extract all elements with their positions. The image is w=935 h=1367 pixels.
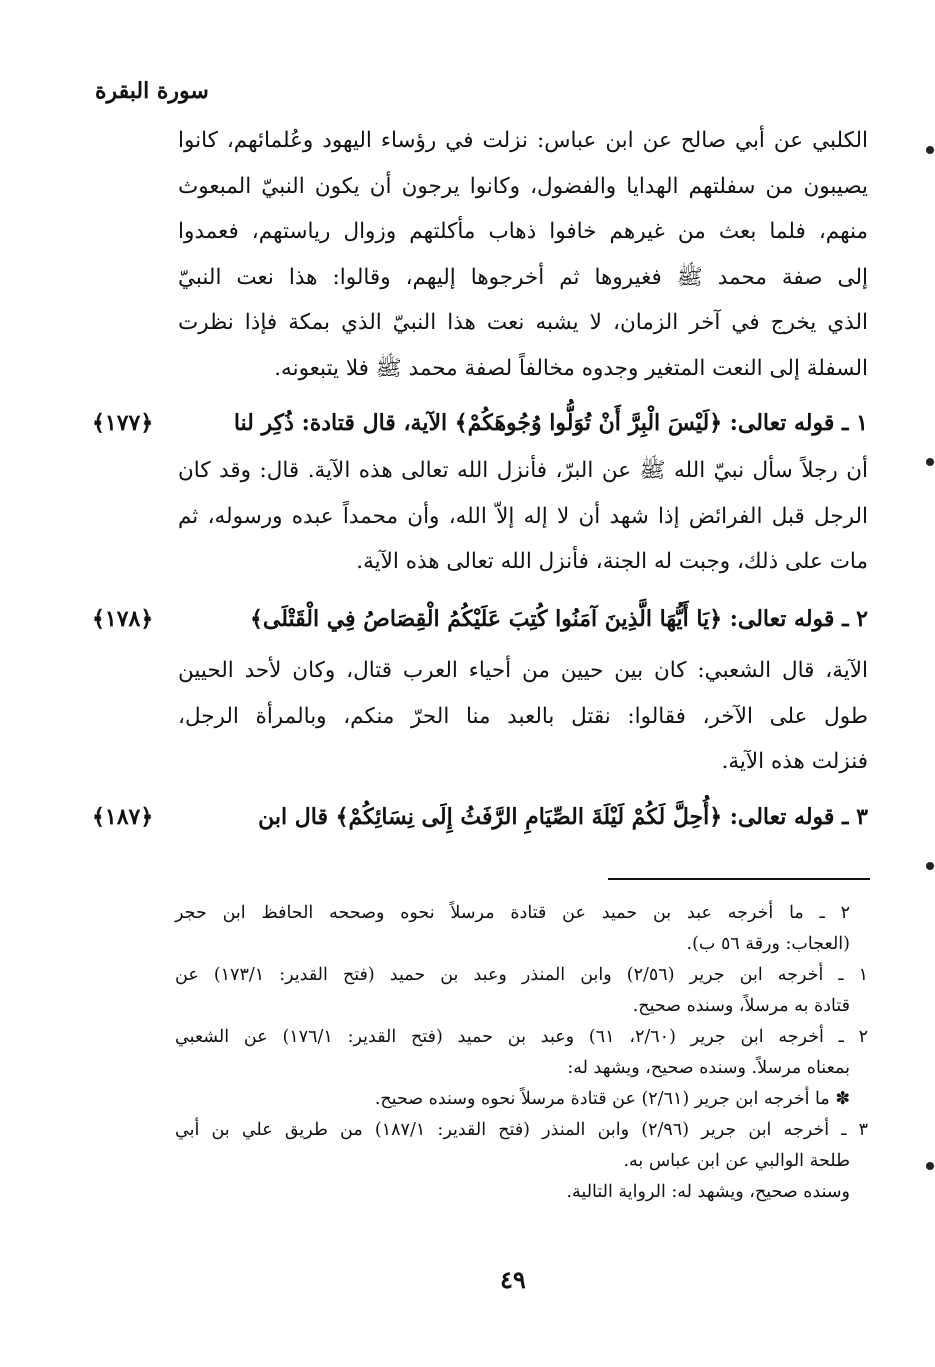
margin-mark [926, 862, 934, 870]
footnotes [175, 898, 868, 1208]
footnote-line: طلحة الوالبي عن ابن عباس به. [623, 1151, 850, 1171]
footnote-line: ✽ ما أخرجه ابن جرير (٢/٦١) عن قتادة مرسلاً نحوه وسنده صحيح. [374, 1089, 850, 1109]
text-line: يصيبون من سفلتهم الهدايا والفضول، وكانوا يرجون أن يكون النبيّ المبعوث [178, 173, 868, 199]
footnote-line: (العجاب: ورقة ٥٦ ب). [686, 934, 850, 954]
section-heading-1 [92, 410, 868, 436]
text-line: طول على الآخر، فقالوا: نقتل بالعبد منا الحرّ منكم، وبالمرأة الرجل، [178, 703, 868, 729]
heading-text: ٣ ـ قوله تعالى: ﴿أُحِلَّ لَكُمْ لَيْلَةَ الصِّيَامِ الرَّفَثُ إِلَى نِسَائِكُمْ﴾ قال ابن [258, 804, 868, 830]
footnote-line: ١ ـ أخرجه ابن جرير (٢/٥٦) وابن المنذر وعبد بن حميد (فتح القدير: ١٧٣/١) عن [175, 965, 868, 985]
page-number: ٤٩ [500, 1265, 526, 1294]
text-line: إلى صفة محمد ﷺ فغيروها ثم أخرجوها إليهم، وقالوا: هذا نعت النبيّ [178, 264, 868, 290]
margin-mark [926, 1162, 934, 1170]
running-header: سورة البقرة [95, 78, 209, 104]
footnote-line: قتادة به مرسلاً، وسنده صحيح. [632, 996, 850, 1016]
section-heading-3 [92, 804, 868, 830]
section-body-2 [178, 648, 868, 785]
verse-reference: ﴿١٨٧﴾ [92, 804, 154, 830]
footnote-line: ٣ ـ أخرجه ابن جرير (٢/٩٦) وابن المنذر (فتح القدير: ١٨٧/١) من طريق علي بن أبي [175, 1120, 868, 1140]
text-line: منهم، فلما بعث من غيرهم خافوا ذهاب مأكلتهم وزوال رياستهم، فعمدوا [178, 219, 868, 244]
section-body-1 [178, 448, 868, 585]
text-line: السفلة إلى النعت المتغير وجدوه مخالفاً لصفة محمد ﷺ فلا يتبعونه. [274, 355, 868, 381]
heading-text: ٢ ـ قوله تعالى: ﴿يَا أَيُّهَا الَّذِينَ آمَنُوا كُتِبَ عَلَيْكُمُ الْقِصَاصُ فِي الْقَتْلَى﴾ [249, 606, 868, 632]
text-line: مات على ذلك، وجبت له الجنة، فأنزل الله تعالى هذه الآية. [356, 549, 868, 574]
text-line: الآية، قال الشعبي: كان بين حيين من أحياء العرب قتال، وكان لأحد الحيين [178, 658, 868, 683]
footnote-line: ٢ ـ أخرجه ابن جرير (٢/٦٠، ٦١) وعبد بن حميد (فتح القدير: ١٧٦/١) عن الشعبي [175, 1027, 868, 1047]
margin-mark [926, 458, 934, 466]
section-heading-2 [92, 606, 868, 632]
text-line: الكلبي عن أبي صالح عن ابن عباس: نزلت في رؤساء اليهود وعُلمائهم، كانوا [178, 128, 868, 153]
text-line: أن رجلاً سأل نبيّ الله ﷺ عن البرّ، فأنزل الله تعالى هذه الآية. قال: وقد كان [178, 458, 868, 483]
footnote-line: بمعناه مرسلاً. وسنده صحيح، ويشهد له: [567, 1058, 850, 1078]
text-line: الرجل قبل الفرائض إذا شهد أن لا إله إلاّ الله، وأن محمداً عبده ورسوله، ثم [178, 503, 868, 529]
text-line: فنزلت هذه الآية. [721, 749, 868, 774]
footnote-divider [608, 878, 870, 880]
footnote-line: وسنده صحيح، ويشهد له: الرواية التالية. [566, 1182, 850, 1202]
text-line: الذي يخرج في آخر الزمان، لا يشبه نعت هذا النبيّ الذي بمكة فإذا نظرت [178, 310, 868, 335]
margin-mark [926, 146, 934, 154]
verse-reference: ﴿١٧٨﴾ [92, 606, 154, 632]
verse-reference: ﴿١٧٧﴾ [92, 410, 154, 436]
intro-paragraph [178, 118, 868, 391]
footnote-line: ٢ ـ ما أخرجه عبد بن حميد عن قتادة مرسلاً نحوه وصححه الحافظ ابن حجر [175, 903, 850, 923]
heading-text: ١ ـ قوله تعالى: ﴿لَيْسَ الْبِرَّ أَنْ تُوَلُّوا وُجُوهَكُمْ﴾ الآية، قال قتادة: ذُكِر لنا [233, 410, 868, 436]
